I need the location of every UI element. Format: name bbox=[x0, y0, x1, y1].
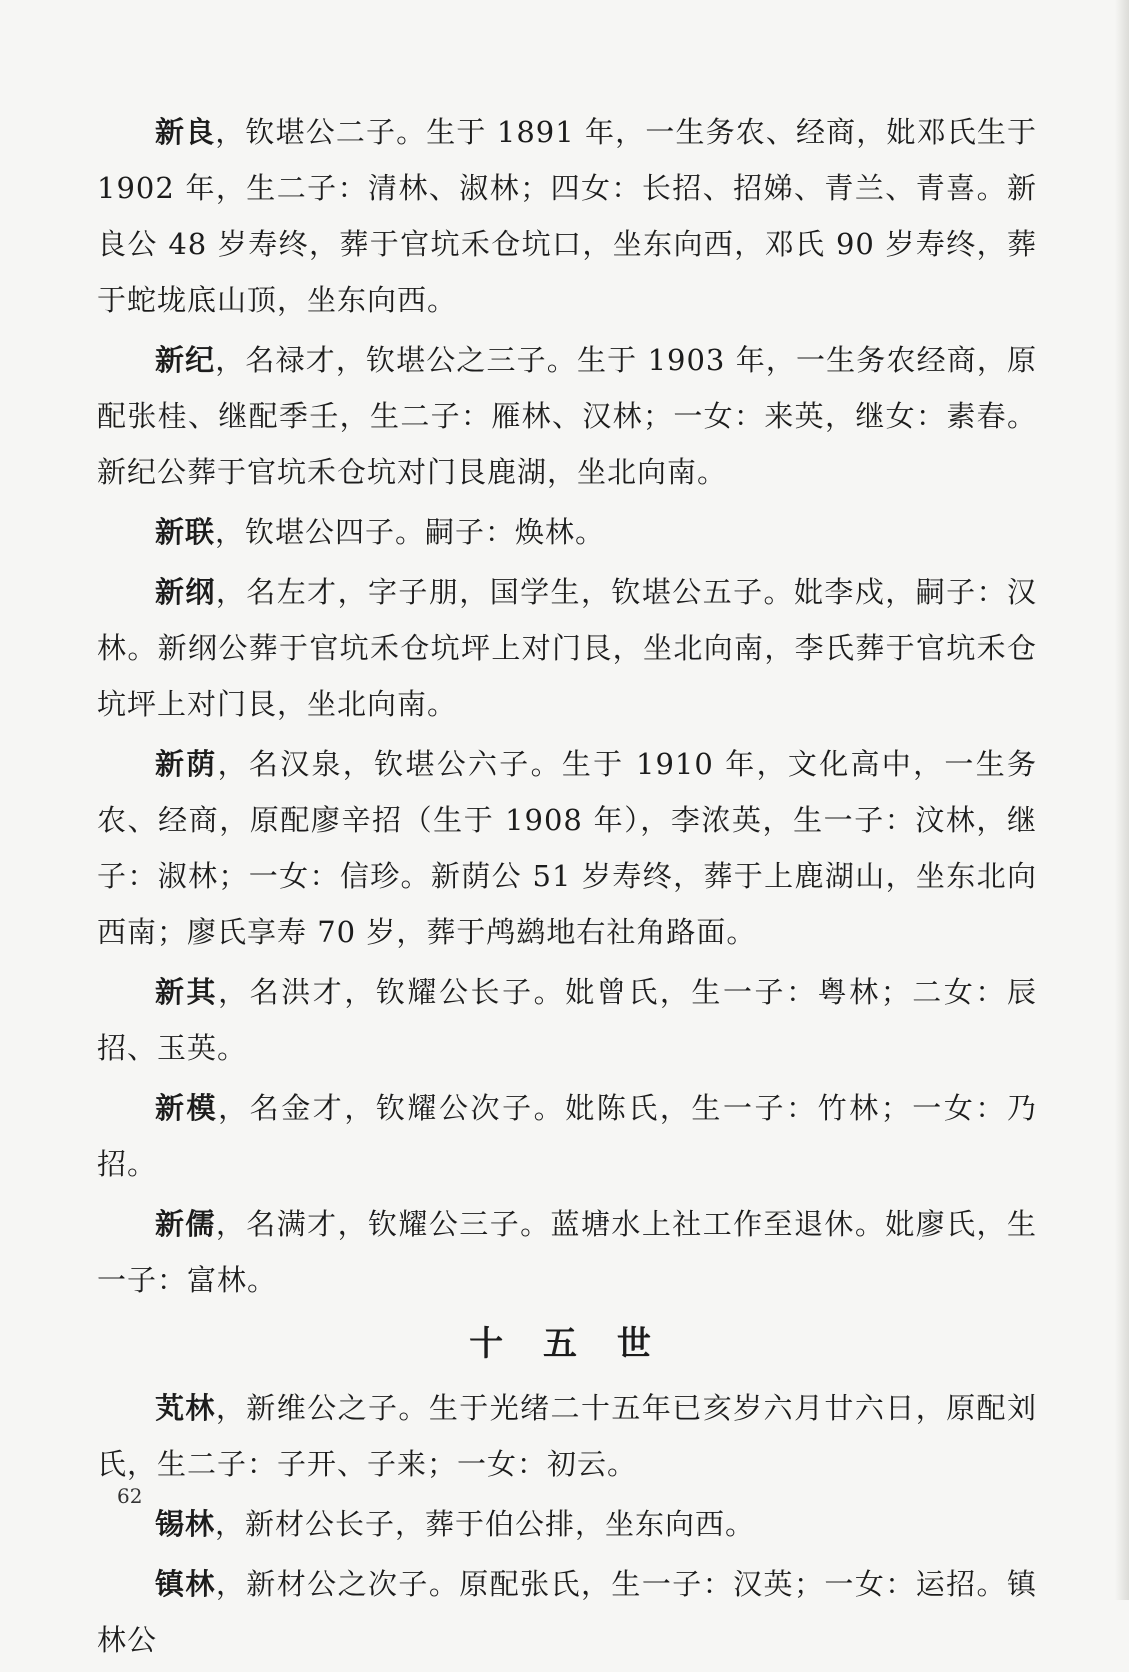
entry-name: 新联 bbox=[155, 515, 216, 549]
entry-xinqi bbox=[97, 964, 1037, 1076]
entry-name: 新良 bbox=[155, 115, 216, 149]
entry-text: ，新维公之子。生于光绪二十五年已亥岁六月廿六日，原配刘氏，生二子：子开、子来；一女：初云。 bbox=[97, 1391, 1037, 1481]
entry-text: ，钦堪公四子。嗣子：焕林。 bbox=[215, 515, 606, 549]
entry-zhenlin bbox=[97, 1556, 1037, 1668]
entry-name: 新儒 bbox=[155, 1207, 216, 1241]
entry-text: ，名洪才，钦耀公长子。妣曾氏，生一子：粤林；二女：辰招、玉英。 bbox=[97, 975, 1037, 1065]
entry-xinliang bbox=[97, 104, 1037, 328]
entry-text: ，新材公之次子。原配张氏，生一子：汉英；一女：运招。镇林公 bbox=[97, 1567, 1037, 1657]
entry-name: 新纲 bbox=[155, 575, 216, 609]
entry-name: 新荫 bbox=[155, 747, 218, 781]
entry-xinru bbox=[97, 1196, 1037, 1308]
entry-name: 锡林 bbox=[155, 1507, 216, 1541]
entry-text: ，名禄才，钦堪公之三子。生于 1903 年，一生务农经商，原配张桂、继配季壬，生二子：雁林、汉林；一女：来英，继女：素春。新纪公葬于官坑禾仓坑对门艮鹿湖，坐北向南。 bbox=[97, 343, 1037, 489]
entry-text: ，名汉泉，钦堪公六子。生于 1910 年，文化高中，一生务农、经商，原配廖辛招（生于 1908 年），李浓英，生一子：汶林，继子：淑林；一女：信珍。新荫公 51 岁寿终，葬于上鹿湖山，坐东北向西南；廖氏享寿 70 岁，葬于鸬鹚地右社角路面。 bbox=[97, 747, 1037, 949]
entry-name: 新纪 bbox=[155, 343, 216, 377]
section-heading-generation-15: 十 五 世 bbox=[469, 1324, 665, 1364]
entry-xinji bbox=[97, 332, 1037, 500]
entry-xingang bbox=[97, 564, 1037, 732]
entry-name: 芄林 bbox=[155, 1391, 216, 1425]
entry-text: ，名金才，钦耀公次子。妣陈氏，生一子：竹林；一女：乃招。 bbox=[97, 1091, 1037, 1181]
entry-xinmo bbox=[97, 1080, 1037, 1192]
entry-name: 镇林 bbox=[155, 1567, 216, 1601]
entry-text: ，新材公长子，葬于伯公排，坐东向西。 bbox=[215, 1507, 756, 1541]
entry-xilin bbox=[97, 1496, 1037, 1552]
entry-text: ，钦堪公二子。生于 1891 年，一生务农、经商，妣邓氏生于 1902 年，生二子：清林、淑林；四女：长招、招娣、青兰、青喜。新良公 48 岁寿终，葬于官坑禾仓坑口，坐东向西，邓氏 90 岁寿终，葬于蛇垅底山顶，坐东向西。 bbox=[97, 115, 1037, 317]
entry-xinyin bbox=[97, 736, 1037, 960]
entry-wanlin bbox=[97, 1380, 1037, 1492]
entry-xinlian bbox=[97, 504, 1037, 560]
entry-name: 新模 bbox=[155, 1091, 219, 1125]
entry-text: ，名满才，钦耀公三子。蓝塘水上社工作至退休。妣廖氏，生一子：富林。 bbox=[97, 1207, 1037, 1297]
entry-name: 新其 bbox=[155, 975, 219, 1009]
genealogy-text bbox=[97, 104, 1037, 1672]
entry-text: ，名左才，字子朋，国学生，钦堪公五子。妣李戍，嗣子：汉林。新纲公葬于官坑禾仓坑坪上对门艮，坐北向南，李氏葬于官坑禾仓坑坪上对门艮，坐北向南。 bbox=[97, 575, 1037, 721]
page-number: 62 bbox=[117, 1484, 143, 1508]
page-edge-shadow bbox=[1115, 0, 1129, 1600]
